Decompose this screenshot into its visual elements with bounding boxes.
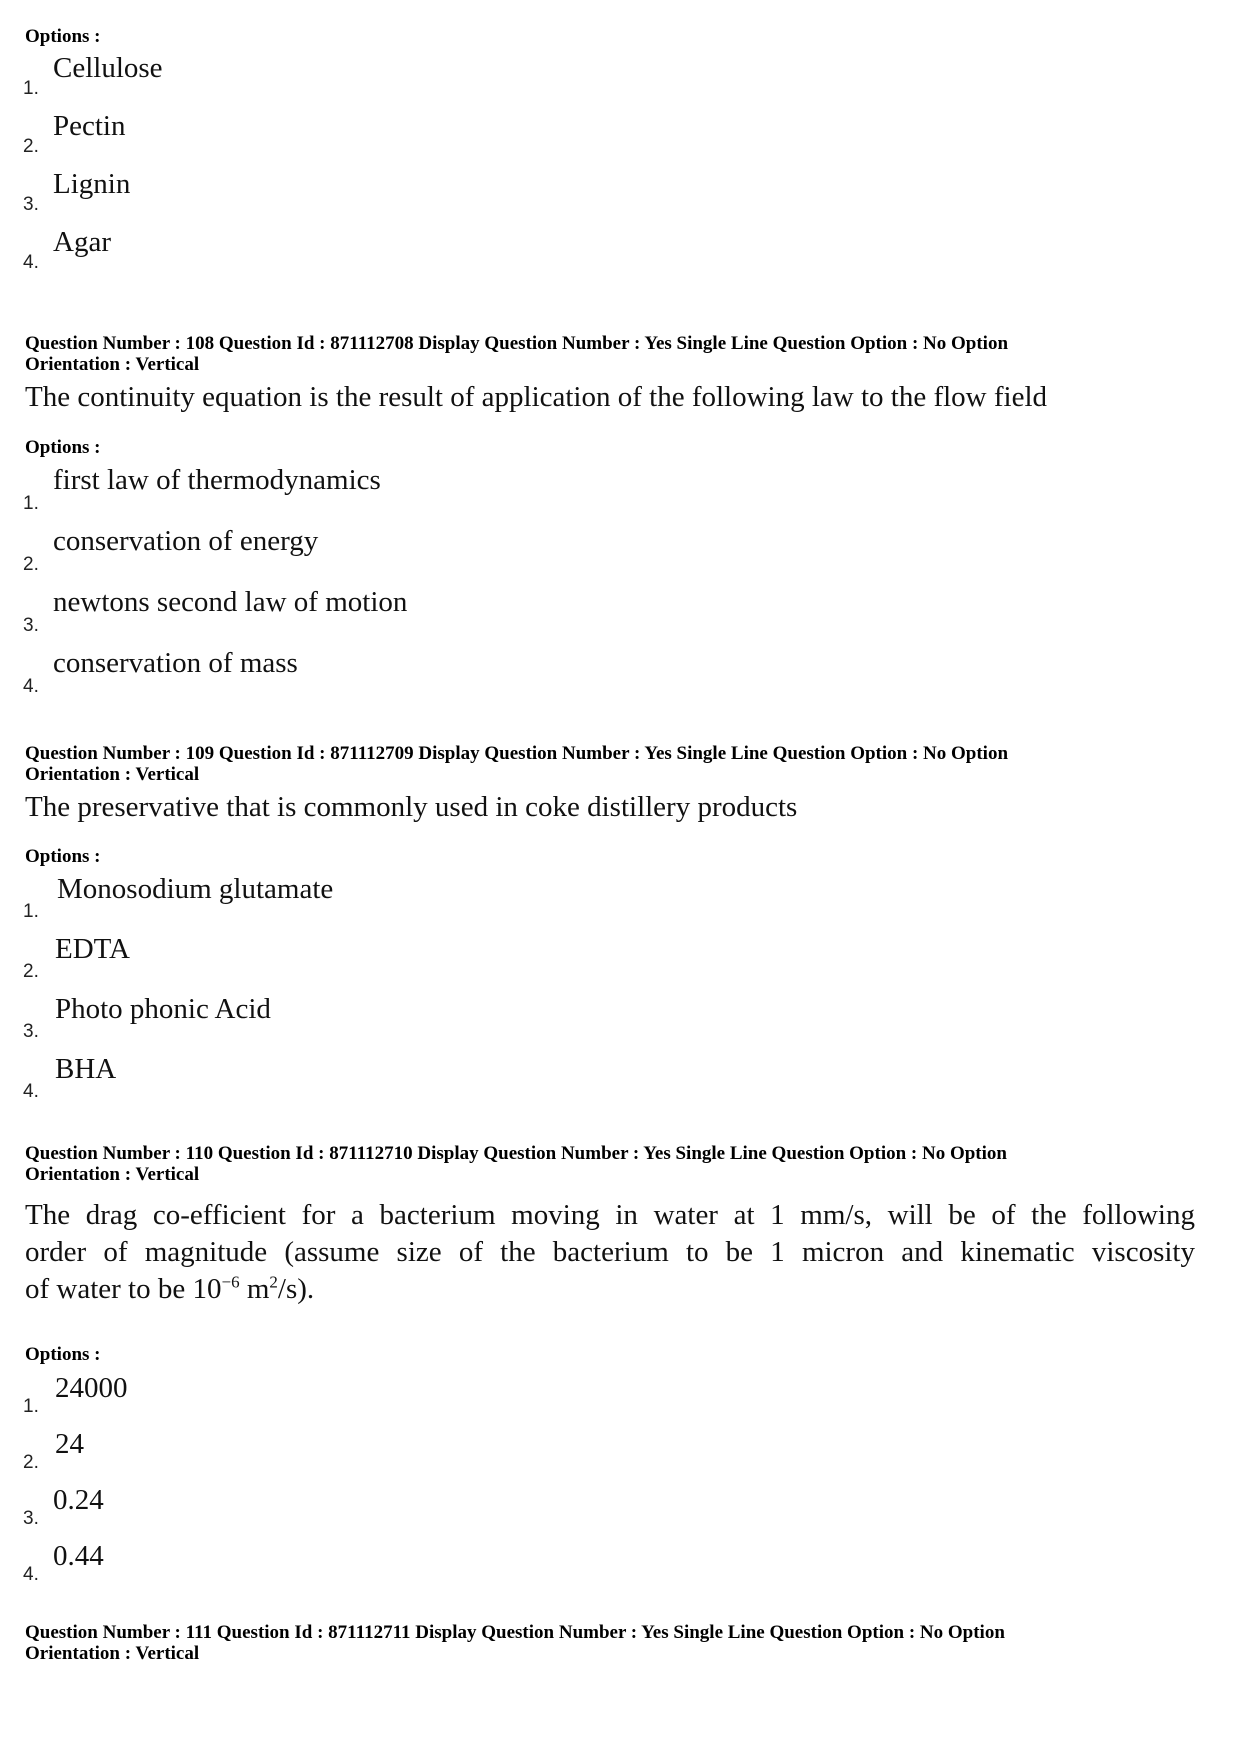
option-text: 0.44 <box>53 1540 104 1572</box>
formula-exponent: 2 <box>269 1272 278 1292</box>
formula-text: of water to be 10 <box>25 1273 222 1305</box>
question-108 <box>25 333 1215 416</box>
question-meta: Question Number : 111 Question Id : 871112711 Display Question Number : Yes Single Line Question Option : No Option <box>25 1622 1005 1643</box>
option-list-110 <box>25 1372 725 1596</box>
option-number: 2. <box>23 961 39 982</box>
option-item <box>25 52 625 110</box>
option-item <box>25 1484 725 1540</box>
option-item <box>25 873 725 933</box>
option-list-107 <box>25 52 625 284</box>
option-number: 3. <box>23 194 39 215</box>
option-item <box>25 464 725 525</box>
option-item <box>25 1053 725 1113</box>
options-label: Options : <box>25 846 101 867</box>
option-item <box>25 1372 725 1428</box>
option-list-108 <box>25 464 725 708</box>
question-110 <box>25 1143 1215 1308</box>
options-label: Options : <box>25 26 101 47</box>
option-item <box>25 226 625 284</box>
question-text: The preservative that is commonly used in coke distillery products <box>25 791 798 823</box>
option-item <box>25 933 725 993</box>
option-number: 4. <box>23 676 39 697</box>
option-item <box>25 110 625 168</box>
formula-unit: m <box>239 1273 270 1305</box>
option-number: 4. <box>23 252 39 273</box>
options-label-110 <box>25 1344 101 1365</box>
option-list-109 <box>25 873 725 1113</box>
option-number: 1. <box>23 493 39 514</box>
option-text: 24 <box>55 1428 84 1460</box>
option-item <box>25 647 725 708</box>
option-item <box>25 168 625 226</box>
formula-exponent: −6 <box>221 1272 240 1292</box>
option-number: 3. <box>23 1508 39 1529</box>
option-text: BHA <box>55 1053 117 1085</box>
option-text: Pectin <box>53 110 126 142</box>
question-text: The continuity equation is the result of application of the following law to the flow field <box>25 381 1048 413</box>
option-number: 2. <box>23 1452 39 1473</box>
option-number: 1. <box>23 78 39 99</box>
option-number: 1. <box>23 1396 39 1417</box>
question-meta: Question Number : 108 Question Id : 871112708 Display Question Number : Yes Single Line Question Option : No Option <box>25 333 1009 354</box>
question-111 <box>25 1622 1215 1664</box>
option-item <box>25 1540 725 1596</box>
question-meta: Question Number : 109 Question Id : 871112709 Display Question Number : Yes Single Line Question Option : No Option <box>25 743 1009 764</box>
options-label-109 <box>25 846 101 867</box>
question-meta: Question Number : 110 Question Id : 871112710 Display Question Number : Yes Single Line Question Option : No Option <box>25 1143 1007 1164</box>
option-number: 2. <box>23 136 39 157</box>
option-text: Monosodium glutamate <box>57 873 334 905</box>
option-text: Lignin <box>53 168 131 200</box>
option-text: conservation of energy <box>53 525 319 557</box>
option-text: EDTA <box>55 933 130 965</box>
option-item <box>25 993 725 1053</box>
option-item <box>25 525 725 586</box>
question-meta: Orientation : Vertical <box>25 1643 200 1664</box>
options-label: Options : <box>25 1344 101 1365</box>
question-text <box>25 1197 1195 1308</box>
option-number: 2. <box>23 554 39 575</box>
question-text-line: The drag co-efficient for a bacterium moving in water at 1 mm/s, will be of the following <box>25 1199 1195 1231</box>
option-text: Agar <box>53 226 111 258</box>
option-text: conservation of mass <box>53 647 298 679</box>
formula-unit: /s). <box>277 1273 315 1305</box>
question-meta: Orientation : Vertical <box>25 354 200 375</box>
option-text: 24000 <box>55 1372 128 1404</box>
options-label: Options : <box>25 437 101 458</box>
option-text: Photo phonic Acid <box>55 993 271 1025</box>
option-item <box>25 586 725 647</box>
option-number: 3. <box>23 1021 39 1042</box>
question-text-line: order of magnitude (assume size of the bacterium to be 1 micron and kinematic viscosity <box>25 1236 1195 1268</box>
option-number: 3. <box>23 615 39 636</box>
option-text: first law of thermodynamics <box>53 464 381 496</box>
question-109 <box>25 743 1215 826</box>
option-number: 4. <box>23 1564 39 1585</box>
option-number: 4. <box>23 1081 39 1102</box>
options-label-108 <box>25 437 101 458</box>
option-text: newtons second law of motion <box>53 586 408 618</box>
option-item <box>25 1428 725 1484</box>
question-text-line <box>25 1271 1195 1308</box>
question-meta: Orientation : Vertical <box>25 1164 200 1185</box>
option-number: 1. <box>23 901 39 922</box>
question-meta: Orientation : Vertical <box>25 764 200 785</box>
options-block-107 <box>25 26 101 47</box>
option-text: Cellulose <box>53 52 163 84</box>
option-text: 0.24 <box>53 1484 104 1516</box>
